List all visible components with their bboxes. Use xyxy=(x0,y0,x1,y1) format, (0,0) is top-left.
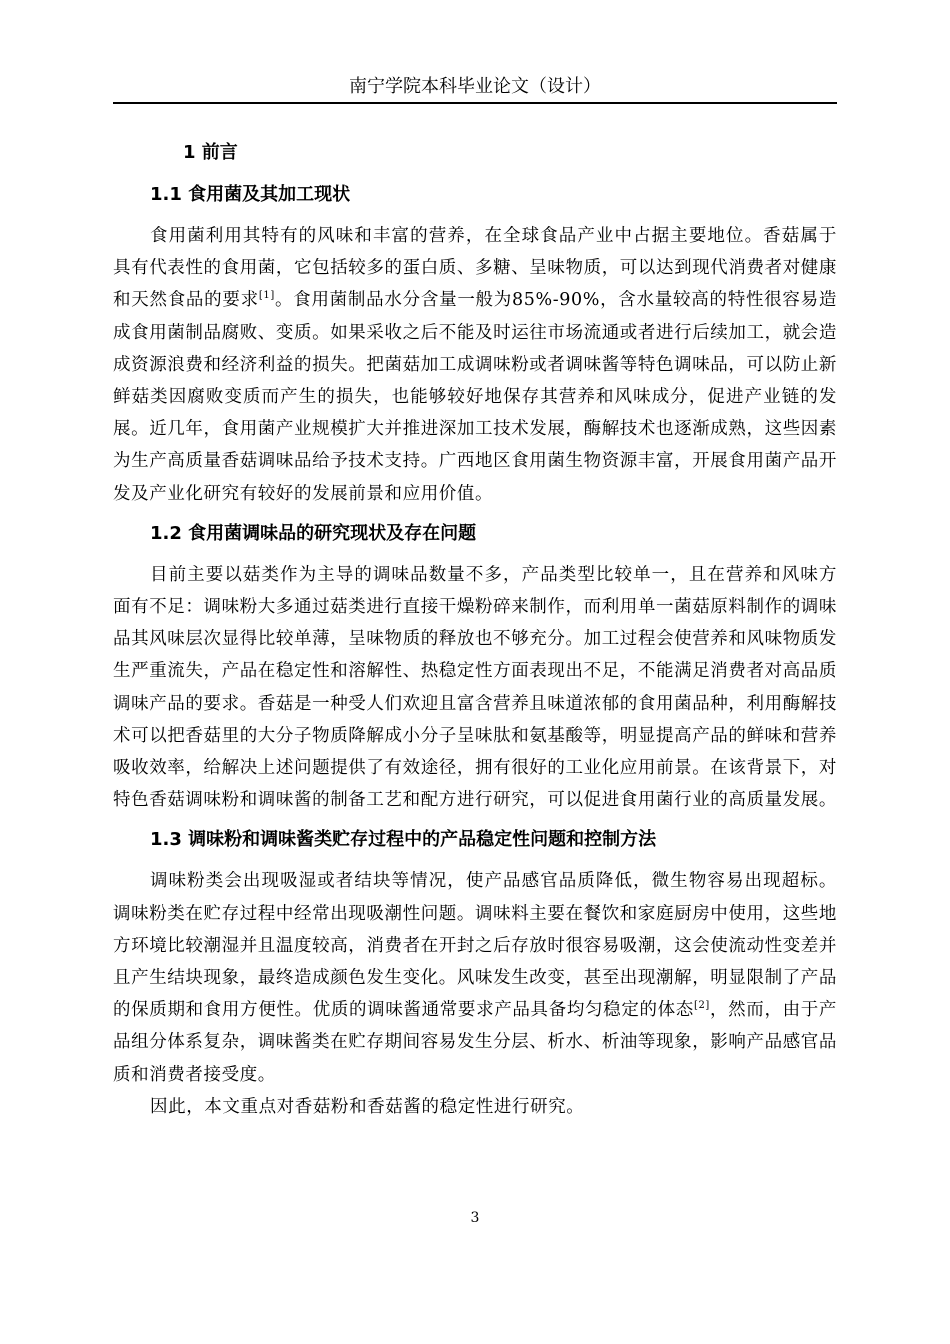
paragraph-text: ，然而，由于产品组分体系复杂，调味酱类在贮存期间容易发生分层、析水、析油等现象，影响产品感官品质和消费者接受度。 xyxy=(113,1000,838,1085)
paragraph-1-3 xyxy=(113,865,837,1090)
citation-ref-2: [2] xyxy=(693,1000,710,1012)
paragraph-1-1 xyxy=(113,220,837,510)
section-heading-1-3: 1.3 调味粉和调味酱类贮存过程中的产品稳定性问题和控制方法 xyxy=(150,829,657,851)
citation-ref-1: [1] xyxy=(258,290,275,302)
paragraph-text: 食用菌利用其特有的风味和丰富的营养，在全球食品产业中占据主要地位。香菇属于具有代表性的食用菌，它包括较多的蛋白质、多糖、呈味物质，可以达到现代消费者对健康和天然食品的要求 xyxy=(113,226,837,311)
section-heading-1-1: 1.1 食用菌及其加工现状 xyxy=(150,184,351,205)
page-body xyxy=(113,137,837,1123)
paragraph-1-3-conclusion: 因此，本文重点对香菇粉和香菇酱的稳定性进行研究。 xyxy=(150,1096,585,1117)
section-heading-1: 1 前言 xyxy=(183,142,238,163)
paragraph-text: 调味粉类会出现吸湿或者结块等情况，使产品感官品质降低，微生物容易出现超标。调味粉类在贮存过程中经常出现吸潮性问题。调味料主要在餐饮和家庭厨房中使用，这些地方环境比较潮湿并且温度较高，消费者在开封之后存放时很容易吸潮，这会使流动性变差并且产生结块现象，最终造成颜色发生变化。风味发生改变，甚至出现潮解，明显限制了产品的保质期和食用方便性。优质的调味酱通常要求产品具备均匀稳定的体态 xyxy=(113,871,837,1021)
paragraph-text: 。食用菌制品水分含量一般为85%-90%，含水量较高的特性很容易造成食用菌制品腐败、变质。如果采收之后不能及时运往市场流通或者进行后续加工，就会造成资源浪费和经济利益的损失。把菌菇加工成调味粉或者调味酱等特色调味品，可以防止新鲜菇类因腐败变质而产生的损失，也能够较好地保存其营养和风味成分，促进产业链的发展。近几年，食用菌产业规模扩大并推进深加工技术发展，酶解技术也逐渐成熟，这些因素为生产高质量香菇调味品给予技术支持。广西地区食用菌生物资源丰富，开展食用菌产品开发及产业化研究有较好的发展前景和应用价值。 xyxy=(113,290,837,504)
paragraph-1-2: 目前主要以菇类作为主导的调味品数量不多，产品类型比较单一，且在营养和风味方面有不足：调味粉大多通过菇类进行直接干燥粉碎来制作，而利用单一菌菇原料制作的调味品其风味层次显得比较单薄，呈味物质的释放也不够充分。加工过程会使营养和风味物质发生严重流失，产品在稳定性和溶解性、热稳定性方面表现出不足，不能满足消费者对高品质调味产品的要求。香菇是一种受人们欢迎且富含营养且味道浓郁的食用菌品种，利用酶解技术可以把香菇里的大分子物质降解成小分子呈味肽和氨基酸等，明显提高产品的鲜味和营养吸收效率，给解决上述问题提供了有效途径，拥有很好的工业化应用前景。在该背景下，对特色香菇调味粉和调味酱的制备工艺和配方进行研究，可以促进食用菌行业的高质量发展。 xyxy=(113,564,837,811)
page-number: 3 xyxy=(470,1210,480,1226)
running-header: 南宁学院本科毕业论文（设计） xyxy=(349,76,601,97)
section-heading-1-2: 1.2 食用菌调味品的研究现状及存在问题 xyxy=(150,522,477,544)
header-divider xyxy=(113,102,837,104)
